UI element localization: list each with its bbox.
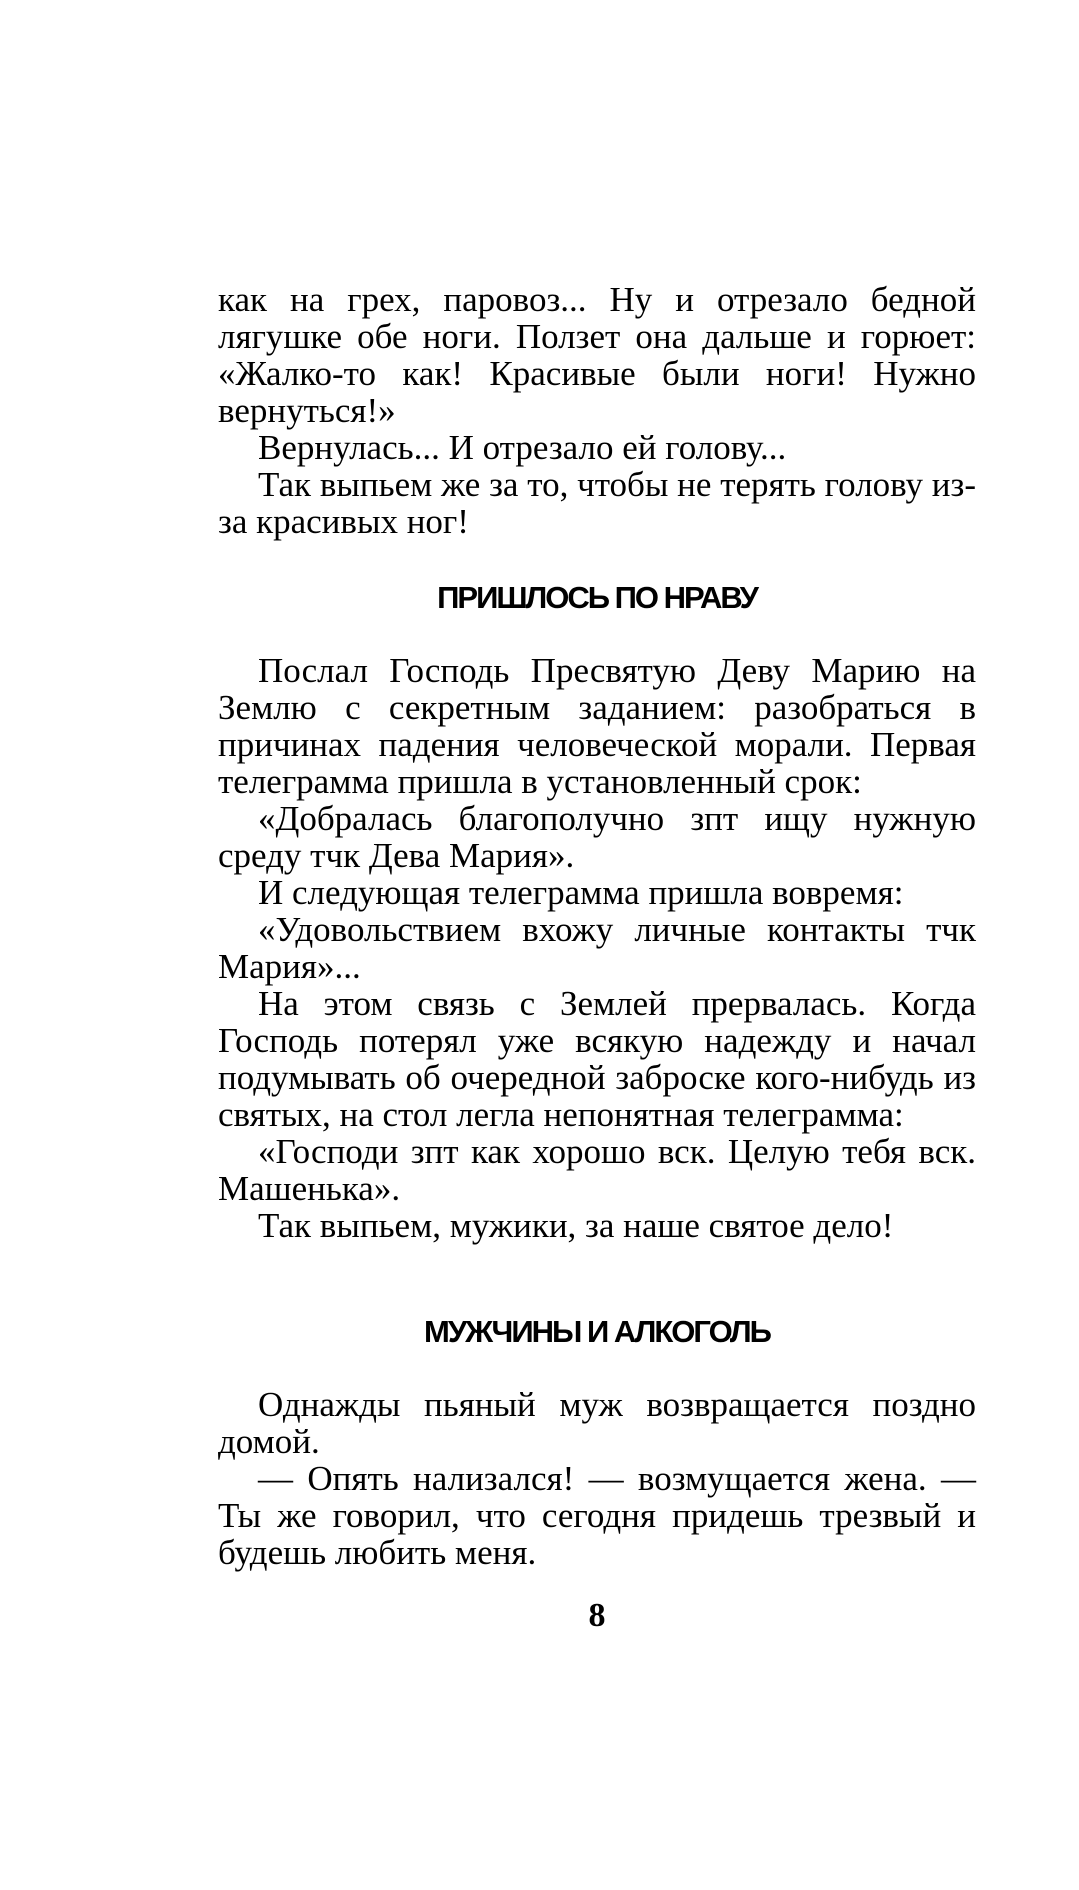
intro-text	[218, 281, 976, 540]
section-text	[218, 1386, 976, 1571]
section-title: ПРИШЛОСЬ ПО НРАВУ	[437, 580, 757, 615]
paragraph: «Добралась благополучно зпт ищу нужную среду тчк Дева Мария».	[218, 799, 976, 875]
paragraph: И следующая телеграмма пришла вовремя:	[258, 873, 904, 912]
paragraph: «Удовольствием вхожу личные контакты тчк Мария»...	[218, 910, 976, 986]
paragraph: как на грех, паровоз... Ну и отрезало бедной лягушке обе ноги. Ползет она дальше и горюет: «Жалко-то как! Красивые были ноги! Нужно вернуться!»	[218, 280, 976, 430]
page-number: 8	[588, 1597, 606, 1634]
paragraph: Однажды пьяный муж возвращается поздно домой.	[218, 1385, 976, 1461]
paragraph: «Господи зпт как хорошо вск. Целую тебя вск. Машенька».	[218, 1132, 976, 1208]
paragraph: Вернулась... И отрезало ей голову...	[258, 428, 787, 467]
section-title: МУЖЧИНЫ И АЛКОГОЛЬ	[424, 1314, 770, 1349]
paragraph: — Опять нализался! — возмущается жена. — Ты же говорил, что сегодня придешь трезвый и будешь любить меня.	[218, 1459, 976, 1572]
paragraph: Так выпьем, мужики, за наше святое дело!	[258, 1206, 894, 1245]
section-text	[218, 652, 976, 1244]
paragraph: На этом связь с Землей прервалась. Когда Господь потерял уже всякую надежду и начал подумывать об очередной заброске кого-нибудь из святых, на стол легла непонятная телеграмма:	[218, 984, 976, 1134]
paragraph: Послал Господь Пресвятую Деву Марию на Землю с секретным заданием: разобраться в причинах падения человеческой морали. Первая телеграмма пришла в установленный срок:	[218, 651, 976, 801]
paragraph: Так выпьем же за то, чтобы не терять голову из-за красивых ног!	[218, 465, 976, 541]
